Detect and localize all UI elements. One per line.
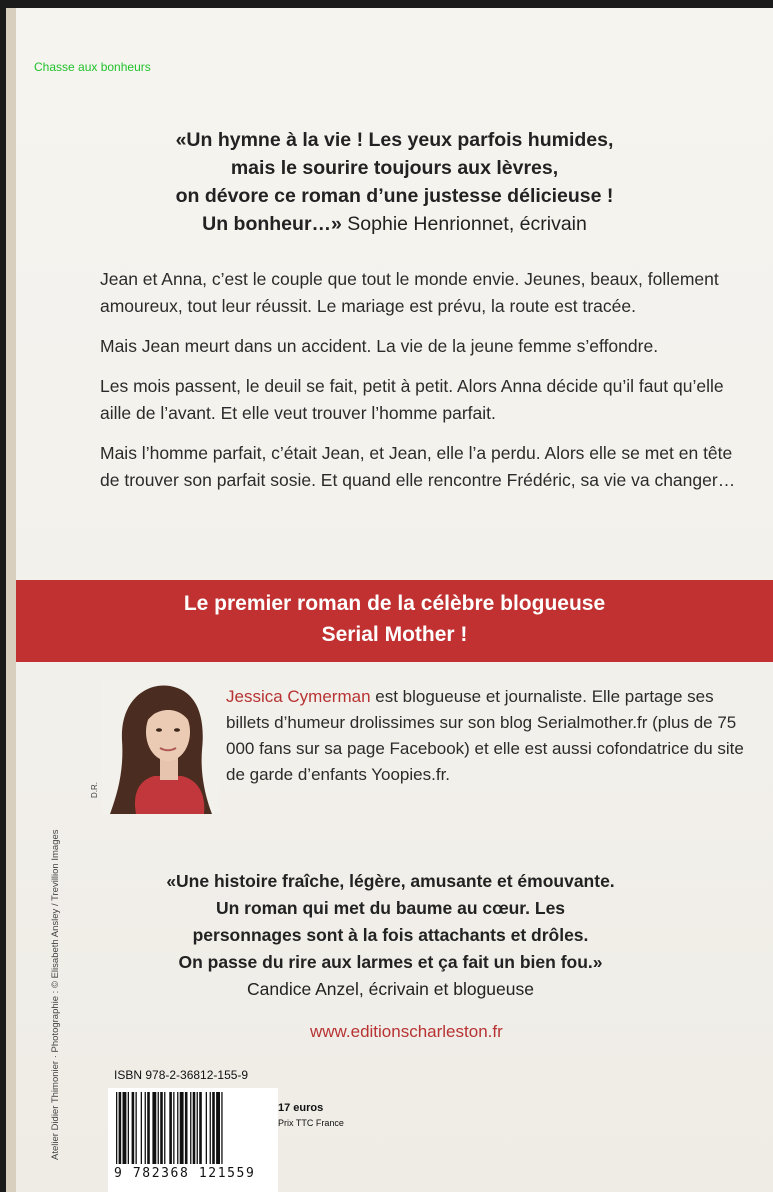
quote-line: «Un hymne à la vie ! Les yeux parfois humides,	[175, 129, 614, 151]
quote-line-attribution	[16, 210, 773, 238]
barcode-bars	[108, 1088, 278, 1168]
quote-closing: Un bonheur…»	[202, 213, 342, 235]
synopsis-paragraph: Mais l’homme parfait, c’était Jean, et Jean, elle l’a perdu. Alors elle se met en tête de trouver son parfait sosie. Et quand elle rencontre Frédéric, sa vie va changer…	[100, 443, 736, 490]
author-description: est blogueuse et journaliste. Elle partage ses billets d’humeur drolissimes sur son blog Serialmother.fr (plus de 75 000 fans sur sa page Facebook) et elle est aussi cofondatrice du site de garde d’enfants Yoopies.fr.	[226, 687, 744, 784]
quote-attribution: Sophie Henrionnet, écrivain	[341, 213, 587, 235]
cover-credit: Atelier Didier Thimonier · Photographie : © Elisabeth Ansley / Trevillion Images	[50, 829, 61, 1160]
banner-line: Serial Mother !	[321, 623, 468, 646]
quote-line: Un roman qui met du baume au cœur. Les	[215, 898, 566, 918]
quote-line: on dévore ce roman d’une justesse délicieuse !	[175, 185, 614, 207]
quote-line: mais le sourire toujours aux lèvres,	[230, 157, 559, 179]
synopsis	[100, 266, 740, 507]
barcode	[108, 1088, 278, 1192]
photo-credit: D.R.	[90, 782, 99, 798]
quote-line: On passe du rire aux larmes et ça fait un bien fou.»	[178, 952, 603, 972]
price-note: Prix TTC France	[278, 1118, 344, 1128]
banner-line: Le premier roman de la célèbre blogueuse	[183, 592, 606, 615]
promo-banner	[16, 580, 773, 662]
publisher-website: www.editionscharleston.fr	[310, 1022, 503, 1041]
synopsis-paragraph: Les mois passent, le deuil se fait, petit à petit. Alors Anna décide qu’il faut qu’elle aille de l’avant. Et elle veut trouver l’homme parfait.	[100, 376, 724, 423]
synopsis-paragraph: Mais Jean meurt dans un accident. La vie de la jeune femme s’effondre.	[100, 336, 659, 356]
quote-line: personnages sont à la fois attachants et drôles.	[192, 925, 589, 945]
author-name: Jessica Cymerman	[226, 687, 371, 706]
quote-attribution: Candice Anzel, écrivain et blogueuse	[247, 979, 534, 999]
author-photo	[102, 680, 220, 814]
barcode-digits: 9 782368 121559	[114, 1166, 256, 1181]
book-back-cover	[6, 8, 773, 1192]
synopsis-paragraph: Jean et Anna, c’est le couple que tout le monde envie. Jeunes, beaux, follement amoureux, tout leur réussit. Le mariage est prévu, la route est tracée.	[100, 269, 719, 316]
watermark-text: Chasse aux bonheurs	[34, 60, 151, 74]
bottom-review-quote	[16, 868, 765, 1003]
author-bio	[226, 684, 746, 788]
quote-line: «Une histoire fraîche, légère, amusante et émouvante.	[166, 871, 615, 891]
isbn-label: ISBN 978-2-36812-155-9	[114, 1068, 249, 1082]
price: 17 euros	[278, 1102, 324, 1114]
top-review-quote	[16, 126, 773, 238]
